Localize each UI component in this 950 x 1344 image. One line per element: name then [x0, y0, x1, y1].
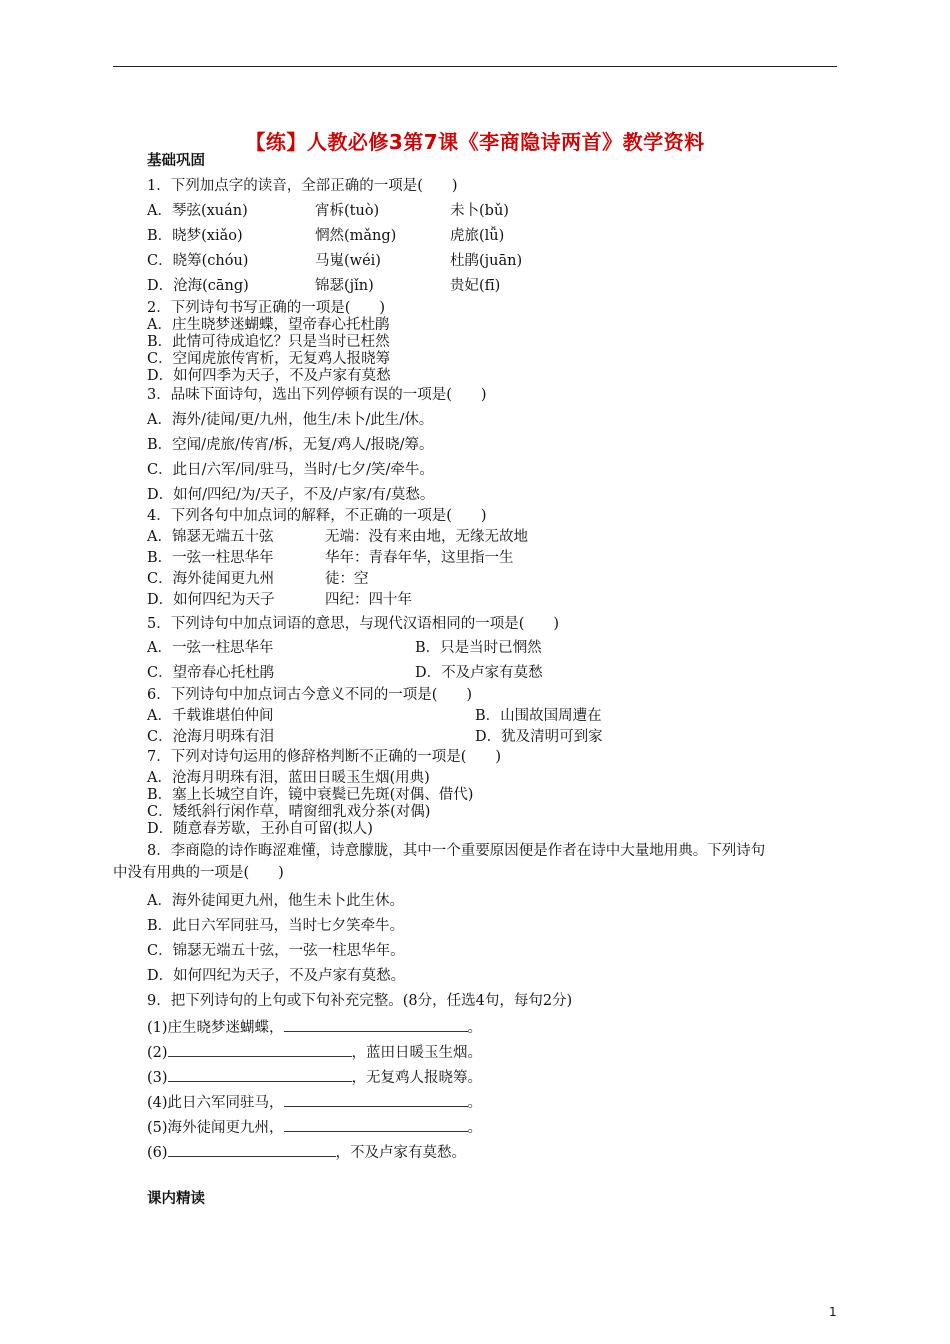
answer-blank[interactable] [284, 1094, 468, 1107]
question-9-stem: 9．把下列诗句的上句或下句补充完整。(8分，任选4句，每句2分) [147, 993, 573, 1009]
answer-blank[interactable] [168, 1044, 352, 1057]
fill-in-suffix: 。 [467, 1120, 483, 1136]
question-7-option: C．矮纸斜行闲作草，晴窗细乳戏分茶(对偶) [147, 804, 431, 820]
option-cell: 徒：空 [325, 571, 369, 587]
option-cell: 虎旅(lǚ) [450, 228, 505, 244]
question-8-stem: 8．李商隐的诗作晦涩难懂，诗意朦胧，其中一个重要原因便是作者在诗中大量地用典。下列诗句 [147, 843, 766, 859]
fill-in-item [147, 1019, 482, 1036]
option-cell: 贵妃(fī) [450, 278, 501, 294]
fill-in-suffix: 。 [467, 1020, 483, 1036]
header-rule [113, 66, 837, 67]
option-cell: D．沧海(cāng) [147, 278, 249, 294]
fill-in-item [147, 1044, 482, 1061]
option-cell: D．犹及清明可到家 [475, 729, 603, 745]
fill-in-prefix: (4)此日六军同驻马， [147, 1095, 284, 1111]
option-cell: 杜鹃(juān) [450, 253, 523, 269]
question-7-option: D．随意春芳歇，王孙自可留(拟人) [147, 821, 373, 837]
option-cell: A．锦瑟无端五十弦 [147, 529, 274, 545]
option-cell: B．山围故国周遭在 [475, 708, 602, 724]
option-cell: C．晓筹(chóu) [147, 253, 249, 269]
question-2-option: D．如何四季为天子，不及卢家有莫愁 [147, 368, 391, 384]
fill-in-suffix: ，无复鸡人报晓筹。 [351, 1070, 483, 1086]
page-title: 【练】人教必修3第7课《李商隐诗两首》教学资料 [245, 130, 705, 154]
option-cell: 惘然(mǎng) [315, 228, 397, 244]
question-8-option: B．此日六军同驻马，当时七夕笑牵牛。 [147, 918, 405, 934]
option-cell: 宵柝(tuò) [315, 203, 380, 219]
question-8-option: A．海外徒闻更九州，他生未卜此生休。 [147, 893, 404, 909]
option-cell: 四纪：四十年 [325, 592, 412, 608]
answer-blank[interactable] [284, 1119, 468, 1132]
fill-in-prefix: (5)海外徒闻更九州， [147, 1120, 284, 1136]
fill-in-item [147, 1069, 482, 1086]
option-cell: 锦瑟(jǐn) [315, 278, 374, 294]
question-7-option: A．沧海月明珠有泪，蓝田日暖玉生烟(用典) [147, 770, 430, 786]
question-6-stem: 6．下列诗句中加点词古今意义不同的一项是( ) [147, 687, 473, 703]
option-cell: D．不及卢家有莫愁 [415, 665, 543, 681]
answer-blank[interactable] [168, 1144, 336, 1157]
fill-in-prefix: (2) [147, 1045, 168, 1061]
fill-in-prefix: (6) [147, 1145, 168, 1161]
option-cell: C．海外徒闻更九州 [147, 571, 275, 587]
question-7-stem: 7．下列对诗句运用的修辞格判断不正确的一项是( ) [147, 749, 502, 765]
question-4-stem: 4．下列各句中加点词的解释，不正确的一项是( ) [147, 508, 487, 524]
option-cell: B．只是当时已惘然 [415, 640, 542, 656]
question-3-stem: 3．品味下面诗句，选出下列停顿有误的一项是( ) [147, 387, 487, 403]
question-8-stem-continued: 中没有用典的一项是( ) [113, 865, 284, 881]
answer-blank[interactable] [284, 1019, 468, 1032]
option-cell: 无端：没有来由地，无缘无故地 [325, 529, 528, 545]
fill-in-suffix: 。 [467, 1095, 483, 1111]
fill-in-suffix: ，不及卢家有莫愁。 [335, 1145, 467, 1161]
option-cell: B．晓梦(xiǎo) [147, 228, 243, 244]
fill-in-suffix: ，蓝田日暖玉生烟。 [351, 1045, 483, 1061]
section-heading-basics: 基础巩固 [147, 153, 205, 169]
answer-blank[interactable] [168, 1069, 352, 1082]
option-cell: C．望帝春心托杜鹃 [147, 665, 275, 681]
section-heading-close-reading: 课内精读 [147, 1191, 205, 1207]
question-8-option: C．锦瑟无端五十弦，一弦一柱思华年。 [147, 943, 405, 959]
question-2-option: A．庄生晓梦迷蝴蝶，望帝春心托杜鹃 [147, 317, 390, 333]
question-1-stem: 1．下列加点字的读音，全部正确的一项是( ) [147, 178, 458, 194]
option-cell: 华年：青春年华，这里指一生 [325, 550, 514, 566]
option-cell: 未卜(bǔ) [450, 203, 509, 219]
option-cell: A．千载谁堪伯仲间 [147, 708, 274, 724]
fill-in-prefix: (1)庄生晓梦迷蝴蝶， [147, 1020, 284, 1036]
question-3-option: D．如何/四纪/为/天子，不及/卢家/有/莫愁。 [147, 487, 435, 503]
question-3-option: C．此日/六军/同/驻马，当时/七夕/笑/牵牛。 [147, 462, 434, 478]
fill-in-prefix: (3) [147, 1070, 168, 1086]
question-8-option: D．如何四纪为天子，不及卢家有莫愁。 [147, 968, 406, 984]
page-number: 1 [829, 1305, 837, 1319]
question-2-option: C．空闻虎旅传宵析，无复鸡人报晓筹 [147, 351, 391, 367]
question-2-stem: 2．下列诗句书写正确的一项是( ) [147, 300, 386, 316]
question-3-option: A．海外/徒闻/更/九州，他生/未卜/此生/休。 [147, 412, 434, 428]
option-cell: D．如何四纪为天子 [147, 592, 275, 608]
option-cell: B．一弦一柱思华年 [147, 550, 274, 566]
option-cell: C．沧海月明珠有泪 [147, 729, 275, 745]
option-cell: A．琴弦(xuán) [147, 203, 248, 219]
question-3-option: B．空闻/虎旅/传宵/柝，无复/鸡人/报晓/筹。 [147, 437, 434, 453]
question-7-option: B．塞上长城空自许，镜中衰鬓已先斑(对偶、借代) [147, 787, 474, 803]
fill-in-item [147, 1119, 482, 1136]
option-cell: A．一弦一柱思华年 [147, 640, 274, 656]
option-cell: 马嵬(wéi) [315, 253, 381, 269]
question-2-option: B．此情可待成追忆？只是当时已枉然 [147, 334, 390, 350]
question-5-stem: 5．下列诗句中加点词语的意思，与现代汉语相同的一项是( ) [147, 616, 560, 632]
fill-in-item [147, 1094, 482, 1111]
fill-in-item [147, 1144, 466, 1161]
